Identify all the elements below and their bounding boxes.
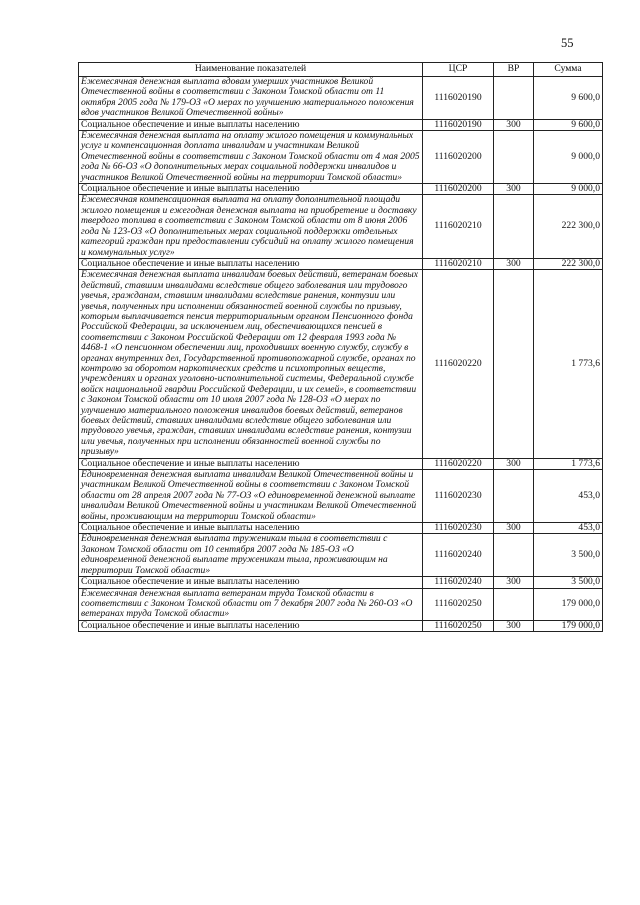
cell-vr — [494, 77, 534, 120]
cell-name: Ежемесячная денежная выплата на оплату жилого помещения и коммунальных услуг и компенсационная доплата инвалидам и участникам Великой Отечественной войны в соответствии с Законом Томской области от 4 мая 2005 года № 66-ОЗ «О дополнительных мерах социальной поддержки инвалидов и участников Великой Отечественной войны на территории Томской области» — [79, 131, 423, 184]
cell-sum: 9 000,0 — [534, 131, 603, 184]
cell-name: Социальное обеспечение и иные выплаты населению — [79, 577, 423, 588]
cell-csr: 1116020240 — [423, 577, 494, 588]
cell-sum: 453,0 — [534, 470, 603, 523]
cell-sum: 453,0 — [534, 523, 603, 534]
table-row-subitem — [79, 119, 603, 130]
cell-name: Ежемесячная денежная выплата вдовам умерших участников Великой Отечественной войны в соответствии с Законом Томской области от 11 октября 2005 года № 179-ОЗ «О мерах по улучшению материального положения вдов участников Великой Отечественной войны» — [79, 77, 423, 120]
cell-csr: 1116020220 — [423, 270, 494, 458]
header-vr: ВР — [494, 63, 534, 77]
cell-name: Социальное обеспечение и иные выплаты населению — [79, 119, 423, 130]
cell-csr: 1116020200 — [423, 131, 494, 184]
header-sum: Сумма — [534, 63, 603, 77]
cell-vr — [494, 131, 534, 184]
table-row-item — [79, 77, 603, 120]
table-row-item — [79, 270, 603, 458]
table-body — [79, 77, 603, 632]
cell-sum: 179 000,0 — [534, 620, 603, 631]
cell-vr — [494, 270, 534, 458]
cell-vr — [494, 470, 534, 523]
cell-name: Ежемесячная денежная выплата ветеранам труда Томской области в соответствии с Законом Томской области от 7 декабря 2007 года № 260-ОЗ «О ветеранах труда Томской области» — [79, 588, 423, 620]
cell-sum: 9 600,0 — [534, 119, 603, 130]
table-row-subitem — [79, 620, 603, 631]
cell-csr: 1116020210 — [423, 195, 494, 258]
table-row-subitem — [79, 184, 603, 195]
cell-sum: 9 000,0 — [534, 184, 603, 195]
cell-name: Единовременная денежная выплата труженикам тыла в соответствии с Законом Томской области от 10 сентября 2007 года № 185-ОЗ «О единовременной денежной выплате труженикам тыла, проживающим на территории Томской области» — [79, 534, 423, 577]
cell-name: Социальное обеспечение и иные выплаты населению — [79, 458, 423, 469]
cell-name: Ежемесячная денежная выплата инвалидам боевых действий, ветеранам боевых действий, ставшим инвалидами вследствие общего заболевания или трудового увечья, гражданам, ставшим инвалидами вследствие ранения, контузии или увечья, полученных при исполнении обязанностей военной службы по призыву, которым выплачивается пенсия территориальным органом Пенсионного фонда Российской Федерации, за исключением лиц, обеспечивающихся пенсией в соответствии с Законом Российской Федерации от 12 февраля 1993 года № 4468-1 «О пенсионном обеспечении лиц, проходивших военную службу, службу в органах внутренних дел, Государственной противопожарной службе, органах по контролю за оборотом наркотических средств и психотропных веществ, учреждениях и органах уголовно-исполнительной системы, Федеральной службе войск национальной гвардии Российской Федерации, и их семей», в соответствии с Законом Томской области от 10 июля 2007 года № 128-ОЗ «О мерах по улучшению материального положения инвалидов боевых действий, ветеранов боевых действий, ставших инвалидами вследствие общего заболевания или трудового увечья, граждан, ставших инвалидами вследствие ранения, контузии или увечья, полученных при исполнении обязанностей военной службы по призыву» — [79, 270, 423, 458]
cell-sum: 9 600,0 — [534, 77, 603, 120]
table-row-item — [79, 534, 603, 577]
cell-csr: 1116020190 — [423, 77, 494, 120]
cell-vr: 300 — [494, 620, 534, 631]
cell-sum: 179 000,0 — [534, 588, 603, 620]
cell-sum: 1 773,6 — [534, 270, 603, 458]
table-row-subitem — [79, 458, 603, 469]
table-header-row — [79, 63, 603, 77]
cell-sum: 1 773,6 — [534, 458, 603, 469]
cell-csr: 1116020200 — [423, 184, 494, 195]
cell-sum: 3 500,0 — [534, 534, 603, 577]
cell-csr: 1116020240 — [423, 534, 494, 577]
cell-sum: 222 300,0 — [534, 258, 603, 269]
cell-csr: 1116020250 — [423, 620, 494, 631]
cell-name: Социальное обеспечение и иные выплаты населению — [79, 184, 423, 195]
header-name: Наименование показателей — [79, 63, 423, 77]
cell-vr: 300 — [494, 184, 534, 195]
table-row-item — [79, 470, 603, 523]
cell-name: Социальное обеспечение и иные выплаты населению — [79, 620, 423, 631]
budget-table — [78, 62, 603, 632]
cell-vr: 300 — [494, 523, 534, 534]
cell-name: Социальное обеспечение и иные выплаты населению — [79, 523, 423, 534]
cell-vr — [494, 534, 534, 577]
cell-vr — [494, 588, 534, 620]
page-number: 55 — [561, 36, 574, 50]
table-row-item — [79, 195, 603, 258]
header-csr: ЦСР — [423, 63, 494, 77]
table-row-subitem — [79, 577, 603, 588]
cell-vr: 300 — [494, 119, 534, 130]
table-row-item — [79, 131, 603, 184]
cell-name: Единовременная денежная выплата инвалидам Великой Отечественной войны и участникам Великой Отечественной войны в соответствии с Законом Томской области от 28 апреля 2007 года № 77-ОЗ «О единовременной денежной выплате инвалидам Великой Отечественной войны и участникам Великой Отечественной войны, проживающим на территории Томской области» — [79, 470, 423, 523]
cell-csr: 1116020230 — [423, 470, 494, 523]
cell-csr: 1116020250 — [423, 588, 494, 620]
cell-csr: 1116020230 — [423, 523, 494, 534]
cell-csr: 1116020190 — [423, 119, 494, 130]
cell-vr: 300 — [494, 258, 534, 269]
cell-sum: 222 300,0 — [534, 195, 603, 258]
cell-csr: 1116020210 — [423, 258, 494, 269]
cell-vr — [494, 195, 534, 258]
cell-csr: 1116020220 — [423, 458, 494, 469]
table-row-item — [79, 588, 603, 620]
cell-sum: 3 500,0 — [534, 577, 603, 588]
table-row-subitem — [79, 258, 603, 269]
cell-name: Социальное обеспечение и иные выплаты населению — [79, 258, 423, 269]
cell-vr: 300 — [494, 458, 534, 469]
cell-vr: 300 — [494, 577, 534, 588]
table-row-subitem — [79, 523, 603, 534]
cell-name: Ежемесячная компенсационная выплата на оплату дополнительной площади жилого помещения и ежегодная денежная выплата на приобретение и доставку твердого топлива в соответствии с Законом Томской области от 8 июня 2006 года № 123-ОЗ «О дополнительных мерах социальной поддержки отдельных категорий граждан при предоставлении субсидий на оплату жилого помещения и коммунальных услуг» — [79, 195, 423, 258]
